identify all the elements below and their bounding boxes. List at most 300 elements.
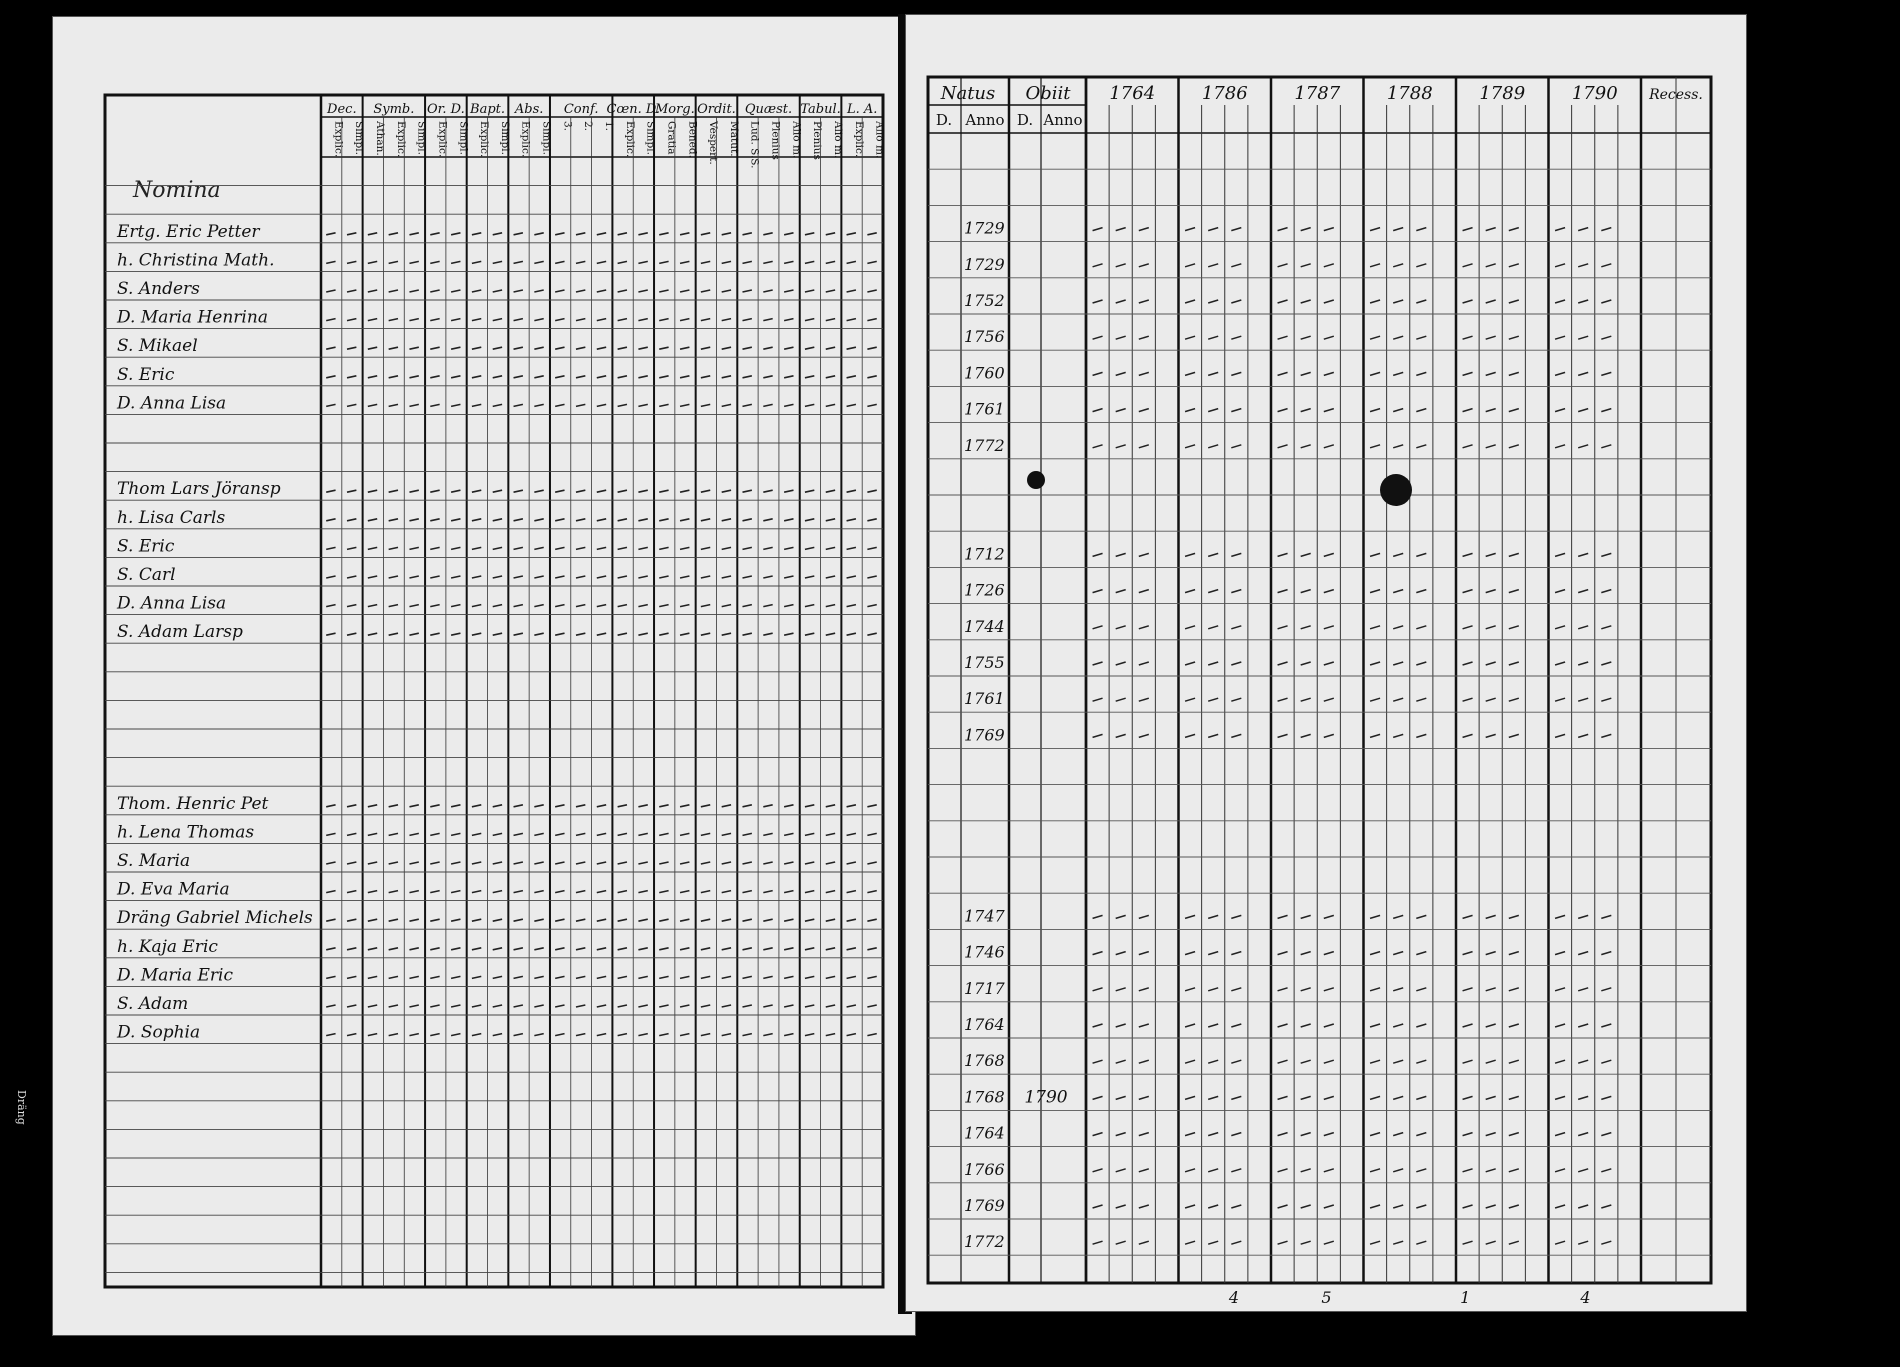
sub-column-label: Explic.: [436, 121, 449, 158]
grade-mark: [1185, 1096, 1195, 1099]
grade-mark: [1486, 336, 1496, 339]
sub-column-label: Simpl.: [644, 121, 657, 155]
tick-mark: [576, 319, 585, 321]
grade-mark: [1463, 1060, 1473, 1063]
tick-mark: [368, 547, 377, 549]
tick-mark: [409, 833, 418, 835]
grade-mark: [1463, 952, 1473, 955]
tick-mark: [722, 233, 731, 235]
tick-mark: [514, 576, 523, 578]
tick-mark: [451, 805, 460, 807]
grade-mark: [1185, 372, 1195, 375]
tick-mark: [368, 805, 377, 807]
tick-mark: [826, 519, 835, 521]
grade-mark: [1416, 372, 1426, 375]
grade-mark: [1185, 300, 1195, 303]
grade-mark: [1486, 915, 1496, 918]
tick-mark: [576, 490, 585, 492]
birth-year-entry: 1768: [964, 1087, 1005, 1107]
tick-mark: [722, 576, 731, 578]
grade-mark: [1116, 952, 1126, 955]
tick-mark: [680, 862, 689, 864]
tick-mark: [618, 376, 627, 378]
tick-mark: [576, 576, 585, 578]
tick-mark: [493, 605, 502, 607]
year-heading: 1764: [1109, 83, 1156, 104]
tick-mark: [326, 376, 335, 378]
tick-mark: [805, 605, 814, 607]
tick-mark: [576, 1005, 585, 1007]
tick-mark: [409, 376, 418, 378]
tick-mark: [326, 347, 335, 349]
grade-mark: [1278, 264, 1288, 267]
grade-mark: [1185, 952, 1195, 955]
tick-mark: [597, 376, 606, 378]
tick-mark: [701, 805, 710, 807]
tick-mark: [784, 261, 793, 263]
year-heading: 1787: [1294, 83, 1341, 104]
tick-mark: [389, 347, 398, 349]
sub-column-label: 2.: [582, 121, 595, 132]
column-tally: 5: [1321, 1288, 1332, 1307]
tick-mark: [326, 1034, 335, 1036]
tick-mark: [743, 519, 752, 521]
tick-mark: [722, 347, 731, 349]
household-member-name: h. Lisa Carls: [117, 507, 226, 528]
tick-mark: [722, 519, 731, 521]
tick-mark: [763, 976, 772, 978]
grade-mark: [1185, 1133, 1195, 1136]
tick-mark: [430, 547, 439, 549]
tick-mark: [389, 948, 398, 950]
tick-mark: [680, 805, 689, 807]
natus-day-heading: D.: [935, 111, 953, 129]
grade-mark: [1601, 698, 1611, 701]
tick-mark: [493, 547, 502, 549]
tick-mark: [722, 948, 731, 950]
tick-mark: [347, 319, 356, 321]
grade-mark: [1208, 264, 1218, 267]
tick-mark: [743, 1005, 752, 1007]
tick-mark: [743, 347, 752, 349]
grade-mark: [1393, 445, 1403, 448]
grade-mark: [1093, 1024, 1103, 1027]
tick-mark: [389, 862, 398, 864]
tick-mark: [576, 605, 585, 607]
tick-mark: [722, 833, 731, 835]
tick-mark: [430, 833, 439, 835]
tick-mark: [867, 576, 876, 578]
grade-mark: [1578, 1169, 1588, 1172]
grade-mark: [1185, 1169, 1195, 1172]
tick-mark: [680, 319, 689, 321]
household-member-name: S. Anders: [117, 279, 200, 299]
grade-mark: [1578, 300, 1588, 303]
tick-mark: [659, 519, 668, 521]
tick-mark: [409, 891, 418, 893]
tick-mark: [430, 862, 439, 864]
tick-mark: [555, 576, 564, 578]
grade-mark: [1139, 336, 1149, 339]
grade-mark: [1463, 445, 1473, 448]
grade-mark: [1370, 1024, 1380, 1027]
tick-mark: [763, 805, 772, 807]
tick-mark: [763, 1005, 772, 1007]
tick-mark: [847, 576, 856, 578]
grade-mark: [1578, 988, 1588, 991]
tick-mark: [534, 633, 543, 635]
tick-mark: [555, 261, 564, 263]
tick-mark: [743, 805, 752, 807]
grade-mark: [1486, 300, 1496, 303]
tick-mark: [493, 376, 502, 378]
year-heading: 1789: [1479, 83, 1526, 104]
tick-mark: [784, 576, 793, 578]
tick-mark: [368, 1034, 377, 1036]
tick-mark: [597, 862, 606, 864]
tick-mark: [514, 547, 523, 549]
tick-mark: [805, 948, 814, 950]
tick-mark: [555, 376, 564, 378]
tick-mark: [389, 261, 398, 263]
grade-mark: [1139, 445, 1149, 448]
birth-year-entry: 1717: [964, 978, 1005, 998]
grade-mark: [1463, 1096, 1473, 1099]
grade-mark: [1555, 1060, 1565, 1063]
tick-mark: [805, 347, 814, 349]
tick-mark: [597, 605, 606, 607]
grade-mark: [1416, 336, 1426, 339]
tick-mark: [514, 490, 523, 492]
grade-mark: [1601, 228, 1611, 231]
grade-mark: [1116, 988, 1126, 991]
grade-mark: [1463, 1241, 1473, 1244]
sub-column-label: Simpl.: [415, 121, 428, 155]
tick-mark: [514, 976, 523, 978]
tick-mark: [555, 347, 564, 349]
grade-mark: [1601, 409, 1611, 412]
grade-mark: [1416, 952, 1426, 955]
tick-mark: [867, 833, 876, 835]
grade-mark: [1139, 409, 1149, 412]
tick-mark: [784, 233, 793, 235]
left-margin-note: Dräng: [15, 1090, 28, 1125]
tick-mark: [597, 891, 606, 893]
tick-mark: [555, 891, 564, 893]
grade-mark: [1578, 1096, 1588, 1099]
tick-mark: [743, 261, 752, 263]
grade-mark: [1463, 228, 1473, 231]
tick-mark: [826, 1034, 835, 1036]
tick-mark: [409, 862, 418, 864]
grade-mark: [1578, 1241, 1588, 1244]
grade-mark: [1509, 698, 1519, 701]
grade-mark: [1370, 445, 1380, 448]
tick-mark: [576, 891, 585, 893]
tick-mark: [409, 233, 418, 235]
grade-mark: [1301, 1133, 1311, 1136]
grade-mark: [1486, 1024, 1496, 1027]
tick-mark: [409, 1034, 418, 1036]
grade-mark: [1601, 662, 1611, 665]
grade-mark: [1139, 915, 1149, 918]
household-member-name: S. Adam: [117, 994, 189, 1014]
tick-mark: [659, 805, 668, 807]
grade-mark: [1463, 1133, 1473, 1136]
grade-mark: [1301, 336, 1311, 339]
tick-mark: [826, 948, 835, 950]
year-heading: 1788: [1386, 83, 1433, 104]
grade-mark: [1093, 698, 1103, 701]
tick-mark: [847, 376, 856, 378]
grade-mark: [1185, 698, 1195, 701]
tick-mark: [555, 290, 564, 292]
tick-mark: [347, 1005, 356, 1007]
household-member-name: S. Maria: [117, 851, 191, 871]
grade-mark: [1324, 1169, 1334, 1172]
tick-mark: [680, 633, 689, 635]
grade-mark: [1116, 445, 1126, 448]
tick-mark: [326, 547, 335, 549]
grade-mark: [1393, 409, 1403, 412]
tick-mark: [826, 404, 835, 406]
grade-mark: [1370, 590, 1380, 593]
tick-mark: [722, 891, 731, 893]
grade-mark: [1139, 1169, 1149, 1172]
tick-mark: [472, 948, 481, 950]
tick-mark: [826, 547, 835, 549]
grade-mark: [1416, 1096, 1426, 1099]
household-member-name: Thom. Henric Pet: [117, 793, 269, 814]
grade-mark: [1208, 300, 1218, 303]
sub-column-label: Explic.: [852, 121, 865, 158]
tick-mark: [826, 919, 835, 921]
tick-mark: [743, 547, 752, 549]
tick-mark: [701, 290, 710, 292]
tick-mark: [826, 376, 835, 378]
tick-mark: [576, 1034, 585, 1036]
tick-mark: [659, 1034, 668, 1036]
grade-mark: [1116, 1024, 1126, 1027]
tick-mark: [784, 976, 793, 978]
tick-mark: [722, 376, 731, 378]
tick-mark: [743, 948, 752, 950]
tick-mark: [368, 862, 377, 864]
grade-mark: [1509, 300, 1519, 303]
tick-mark: [826, 347, 835, 349]
grade-mark: [1416, 590, 1426, 593]
tick-mark: [867, 233, 876, 235]
grade-mark: [1139, 1241, 1149, 1244]
tick-mark: [867, 490, 876, 492]
grade-mark: [1231, 336, 1241, 339]
grade-mark: [1278, 1133, 1288, 1136]
grade-mark: [1278, 952, 1288, 955]
grade-mark: [1139, 734, 1149, 737]
tick-mark: [847, 862, 856, 864]
grade-mark: [1578, 590, 1588, 593]
tick-mark: [409, 976, 418, 978]
tick-mark: [701, 948, 710, 950]
grade-mark: [1278, 590, 1288, 593]
tick-mark: [680, 290, 689, 292]
tick-mark: [514, 633, 523, 635]
grade-mark: [1301, 264, 1311, 267]
grade-mark: [1324, 698, 1334, 701]
tick-mark: [826, 490, 835, 492]
tick-mark: [659, 490, 668, 492]
tick-mark: [347, 347, 356, 349]
grade-mark: [1509, 409, 1519, 412]
tick-mark: [847, 1034, 856, 1036]
tick-mark: [659, 862, 668, 864]
sub-column-label: Matut.: [727, 121, 740, 157]
tick-mark: [701, 347, 710, 349]
tick-mark: [847, 805, 856, 807]
household-member-name: h. Kaja Eric: [117, 936, 218, 957]
grade-mark: [1463, 300, 1473, 303]
tick-mark: [347, 233, 356, 235]
tick-mark: [389, 891, 398, 893]
tick-mark: [472, 576, 481, 578]
tick-mark: [430, 490, 439, 492]
column-tally: 1: [1460, 1288, 1471, 1307]
grade-mark: [1393, 952, 1403, 955]
tick-mark: [784, 547, 793, 549]
grade-mark: [1601, 988, 1611, 991]
tick-mark: [493, 233, 502, 235]
grade-mark: [1555, 228, 1565, 231]
grade-mark: [1093, 445, 1103, 448]
ink-blot: [1027, 471, 1045, 489]
grade-mark: [1139, 626, 1149, 629]
grade-mark: [1324, 915, 1334, 918]
tick-mark: [847, 490, 856, 492]
tick-mark: [847, 261, 856, 263]
grade-mark: [1555, 1133, 1565, 1136]
tick-mark: [472, 805, 481, 807]
tick-mark: [722, 862, 731, 864]
household-member-name: S. Mikael: [117, 336, 198, 357]
tick-mark: [763, 376, 772, 378]
sub-column-label: Gratia: [665, 121, 678, 155]
tick-mark: [597, 319, 606, 321]
tick-mark: [493, 862, 502, 864]
tick-mark: [659, 233, 668, 235]
tick-mark: [784, 490, 793, 492]
grade-mark: [1578, 264, 1588, 267]
birth-year-entry: 1772: [964, 435, 1005, 455]
tick-mark: [451, 862, 460, 864]
tick-mark: [867, 547, 876, 549]
tick-mark: [347, 919, 356, 921]
tick-mark: [618, 233, 627, 235]
tick-mark: [472, 891, 481, 893]
tick-mark: [680, 376, 689, 378]
tick-mark: [659, 404, 668, 406]
grade-mark: [1416, 1024, 1426, 1027]
tick-mark: [493, 261, 502, 263]
column-group-label: L. A.: [846, 102, 878, 117]
grade-mark: [1231, 228, 1241, 231]
grade-mark: [1509, 264, 1519, 267]
tick-mark: [743, 233, 752, 235]
grade-mark: [1416, 734, 1426, 737]
grade-mark: [1555, 734, 1565, 737]
grade-mark: [1509, 1205, 1519, 1208]
tick-mark: [638, 290, 647, 292]
grade-mark: [1324, 553, 1334, 556]
sub-column-label: Simpl.: [540, 121, 553, 155]
tick-mark: [847, 833, 856, 835]
tick-mark: [326, 1005, 335, 1007]
birth-year-entry: 1729: [964, 218, 1005, 238]
column-group-label: Cœn. D.: [606, 102, 660, 117]
grade-mark: [1231, 915, 1241, 918]
grade-mark: [1208, 626, 1218, 629]
grade-mark: [1278, 1024, 1288, 1027]
tick-mark: [659, 976, 668, 978]
grade-mark: [1208, 734, 1218, 737]
tick-mark: [701, 319, 710, 321]
tick-mark: [534, 919, 543, 921]
grade-mark: [1139, 988, 1149, 991]
tick-mark: [680, 891, 689, 893]
grade-mark: [1486, 590, 1496, 593]
tick-mark: [368, 319, 377, 321]
tick-mark: [701, 833, 710, 835]
tick-mark: [493, 891, 502, 893]
tick-mark: [867, 633, 876, 635]
household-member-name: S. Eric: [117, 364, 175, 385]
grade-mark: [1208, 698, 1218, 701]
tick-mark: [472, 319, 481, 321]
tick-mark: [638, 576, 647, 578]
tick-mark: [847, 919, 856, 921]
tick-mark: [618, 862, 627, 864]
tick-mark: [743, 404, 752, 406]
tick-mark: [451, 347, 460, 349]
tick-mark: [743, 891, 752, 893]
sub-column-label: Explic.: [519, 121, 532, 158]
grade-mark: [1324, 264, 1334, 267]
column-group-label: Dec.: [327, 102, 357, 117]
tick-mark: [638, 948, 647, 950]
tick-mark: [826, 576, 835, 578]
sub-column-label: 3.: [561, 121, 574, 132]
tick-mark: [701, 576, 710, 578]
tick-mark: [472, 919, 481, 921]
grade-mark: [1231, 988, 1241, 991]
grade-mark: [1301, 915, 1311, 918]
tick-mark: [430, 805, 439, 807]
grade-mark: [1578, 1133, 1588, 1136]
grade-mark: [1324, 626, 1334, 629]
grade-mark: [1393, 734, 1403, 737]
tick-mark: [826, 605, 835, 607]
tick-mark: [430, 891, 439, 893]
grade-mark: [1370, 626, 1380, 629]
grade-mark: [1301, 1060, 1311, 1063]
tick-mark: [659, 576, 668, 578]
tick-mark: [534, 576, 543, 578]
tick-mark: [472, 233, 481, 235]
grade-mark: [1116, 300, 1126, 303]
tick-mark: [805, 1005, 814, 1007]
tick-mark: [659, 547, 668, 549]
grade-mark: [1463, 626, 1473, 629]
tick-mark: [701, 376, 710, 378]
